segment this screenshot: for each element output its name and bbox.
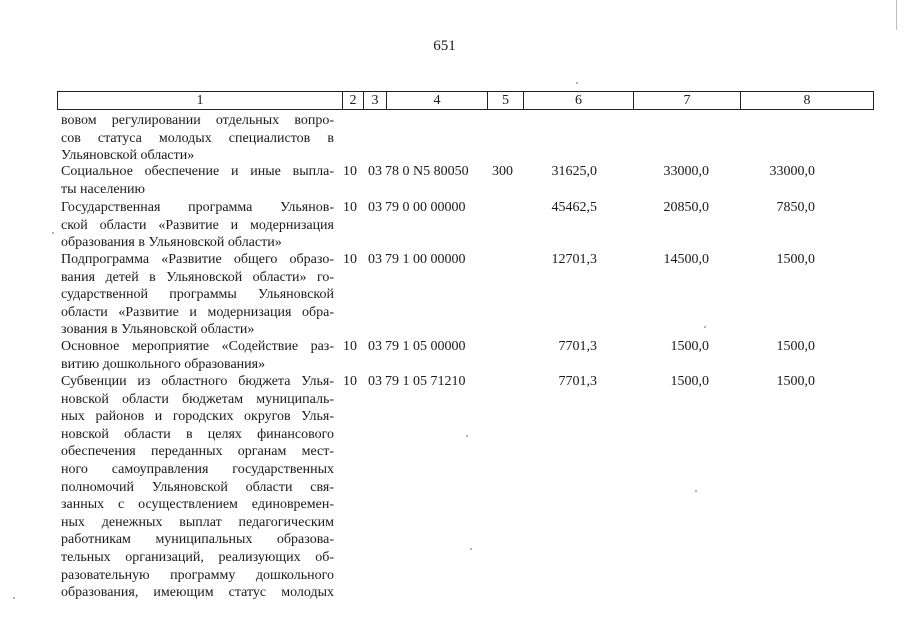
name-line: ты населению bbox=[61, 181, 145, 197]
name-line: обеспечения переданных органам мест- bbox=[61, 444, 334, 460]
section-code: 10 bbox=[343, 339, 357, 354]
amount-col-7: 14500,0 bbox=[663, 252, 709, 267]
header-col-5: 5 bbox=[487, 92, 523, 109]
target-article-code: 79 1 05 71210 bbox=[385, 374, 466, 389]
section-code: 10 bbox=[343, 374, 357, 389]
amount-col-7: 20850,0 bbox=[663, 200, 709, 215]
name-line: Социальное обеспечение и иные выпла- bbox=[61, 164, 334, 179]
amount-col-7: 1500,0 bbox=[670, 339, 709, 354]
target-article-code: 78 0 N5 80050 bbox=[385, 164, 469, 179]
name-line: Государственная программа Ульянов- bbox=[61, 200, 334, 215]
row-name bbox=[61, 112, 334, 165]
scan-speck bbox=[704, 326, 706, 328]
name-line: Ульяновской области» bbox=[61, 148, 195, 164]
name-line: тельных организаций, реализующих об- bbox=[61, 549, 334, 565]
header-col-1: 1 bbox=[196, 93, 204, 108]
scan-edge-mark bbox=[896, 0, 897, 30]
subsection-code: 03 bbox=[368, 339, 382, 354]
name-line: Основное мероприятие «Содействие раз- bbox=[61, 339, 334, 354]
name-line: сов статуса молодых специалистов в bbox=[61, 130, 334, 146]
name-line: Подпрограмма «Развитие общего образо- bbox=[61, 252, 334, 267]
scan-speck bbox=[470, 548, 472, 550]
scan-speck bbox=[52, 232, 54, 234]
expense-type-code: 300 bbox=[492, 164, 513, 179]
row-name bbox=[61, 373, 334, 602]
header-col-3: 3 bbox=[363, 92, 386, 109]
name-line: новской области бюджетам муниципаль- bbox=[61, 391, 334, 407]
scan-speck bbox=[695, 490, 697, 492]
name-line: образования, имеющим статус молодых bbox=[61, 585, 334, 601]
amount-col-8: 1500,0 bbox=[776, 252, 815, 267]
row-name bbox=[61, 251, 334, 339]
name-line: образования в Ульяновской области» bbox=[61, 235, 282, 251]
name-line: области «Развитие и модернизация обра- bbox=[61, 304, 334, 320]
name-line: ской области «Развитие и модернизация bbox=[61, 217, 334, 233]
scan-speck bbox=[466, 435, 468, 437]
name-line: Субвенции из областного бюджета Улья- bbox=[61, 374, 334, 389]
amount-col-6: 31625,0 bbox=[551, 164, 597, 179]
target-article-code: 79 1 05 00000 bbox=[385, 339, 466, 354]
scan-speck bbox=[13, 597, 15, 599]
header-col-7: 7 bbox=[633, 92, 740, 109]
section-code: 10 bbox=[343, 252, 357, 267]
amount-col-7: 33000,0 bbox=[663, 164, 709, 179]
amount-col-8: 7850,0 bbox=[776, 200, 815, 215]
header-col-2: 2 bbox=[342, 92, 363, 109]
target-article-code: 79 0 00 00000 bbox=[385, 200, 466, 215]
amount-col-6: 7701,3 bbox=[558, 339, 597, 354]
name-line: занных с осуществлением единовремен- bbox=[61, 497, 334, 513]
name-line: разовательную программу дошкольного bbox=[61, 567, 334, 583]
subsection-code: 03 bbox=[368, 252, 382, 267]
name-line: ных денежных выплат педагогическим bbox=[61, 514, 334, 530]
amount-col-6: 45462,5 bbox=[551, 200, 597, 215]
name-line: вовом регулировании отдельных вопро- bbox=[61, 113, 334, 128]
row-name bbox=[61, 199, 334, 252]
amount-col-7: 1500,0 bbox=[670, 374, 709, 389]
target-article-code: 79 1 00 00000 bbox=[385, 252, 466, 267]
amount-col-8: 1500,0 bbox=[776, 339, 815, 354]
amount-col-6: 7701,3 bbox=[558, 374, 597, 389]
name-line: ных районов и городских округов Улья- bbox=[61, 409, 334, 425]
row-name bbox=[61, 163, 334, 198]
name-line: зования в Ульяновской области» bbox=[61, 322, 255, 338]
amount-col-6: 12701,3 bbox=[551, 252, 597, 267]
page-number: 651 bbox=[433, 38, 456, 54]
header-col-4: 4 bbox=[386, 92, 487, 109]
subsection-code: 03 bbox=[368, 200, 382, 215]
section-code: 10 bbox=[343, 200, 357, 215]
scan-speck bbox=[576, 82, 578, 84]
name-line: полномочий Ульяновской области свя- bbox=[61, 479, 334, 495]
table-header-row bbox=[57, 91, 874, 110]
name-line: работникам муниципальных образова- bbox=[61, 532, 334, 548]
header-col-6: 6 bbox=[523, 92, 633, 109]
subsection-code: 03 bbox=[368, 164, 382, 179]
header-col-8: 8 bbox=[740, 92, 873, 109]
name-line: ного самоуправления государственных bbox=[61, 461, 334, 477]
name-line: вания детей в Ульяновской области» го- bbox=[61, 269, 334, 285]
amount-col-8: 33000,0 bbox=[769, 164, 815, 179]
section-code: 10 bbox=[343, 164, 357, 179]
subsection-code: 03 bbox=[368, 374, 382, 389]
row-name bbox=[61, 338, 334, 373]
name-line: сударственной программы Ульяновской bbox=[61, 287, 334, 303]
name-line: новской области в целях финансового bbox=[61, 426, 334, 442]
name-line: витию дошкольного образования» bbox=[61, 356, 266, 372]
amount-col-8: 1500,0 bbox=[776, 374, 815, 389]
